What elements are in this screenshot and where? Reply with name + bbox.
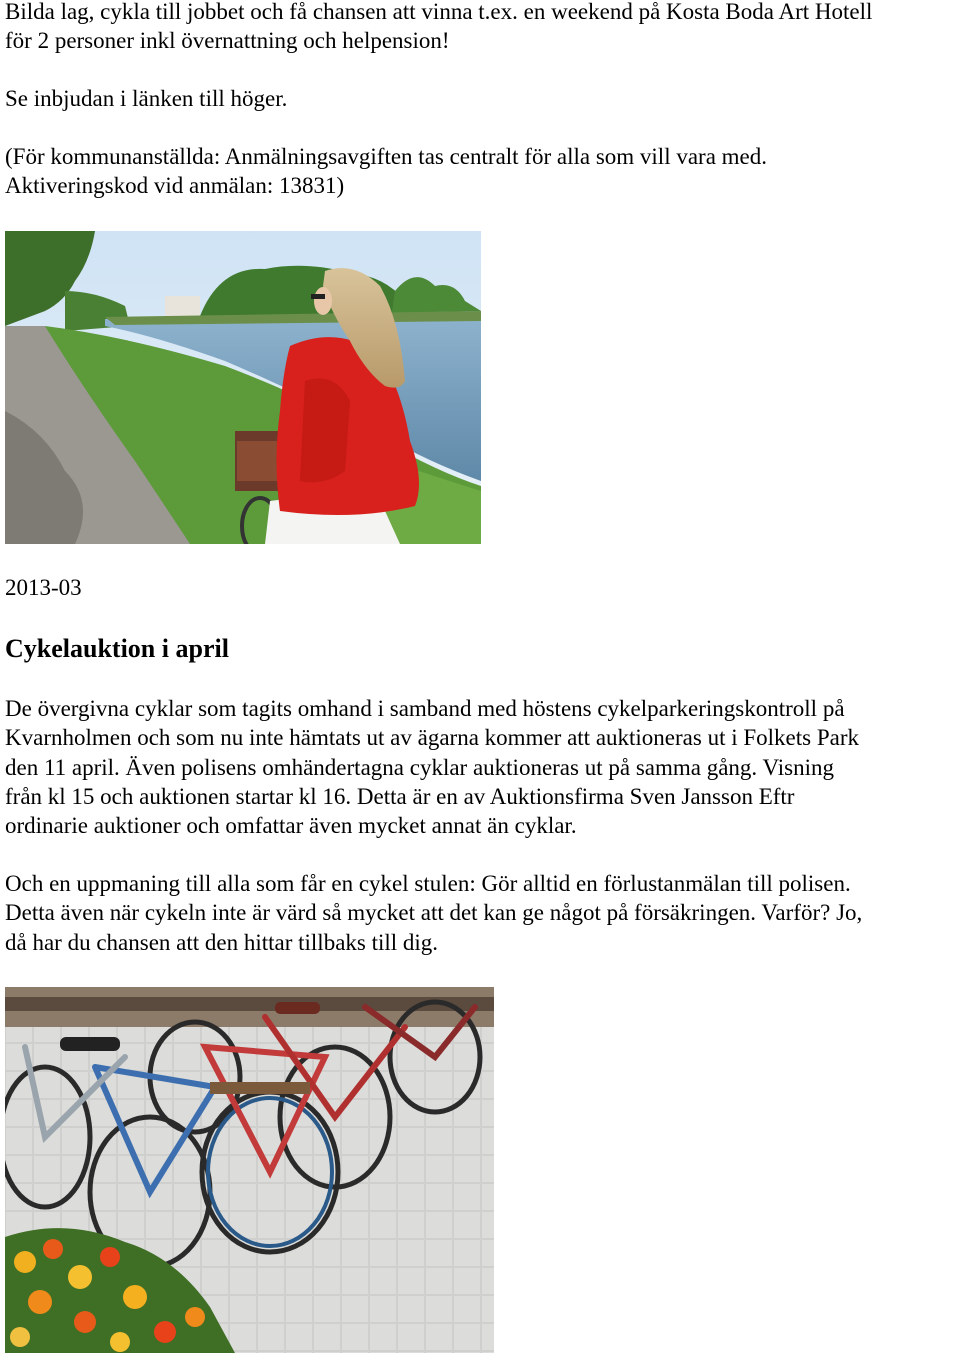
paragraph-line: ordinarie auktioner och omfattar även mycket annat än cyklar. bbox=[5, 813, 577, 839]
article-title: Cykelauktion i april bbox=[5, 634, 229, 663]
intro-line: för 2 personer inkl övernattning och helpension! bbox=[5, 28, 450, 54]
woman-cycling-photo bbox=[5, 231, 481, 544]
article-date: 2013-03 bbox=[5, 575, 82, 600]
note-paragraph bbox=[5, 142, 767, 201]
intro-line: Bilda lag, cykla till jobbet och få chansen att vinna t.ex. en weekend på Kosta Boda Art Hotell bbox=[5, 0, 873, 24]
paragraph-line: Kvarnholmen och som nu inte hämtats ut av ägarna kommer att auktioneras ut i Folkets Park bbox=[5, 725, 859, 751]
parked-bicycles-photo bbox=[5, 987, 494, 1353]
invite-text: Se inbjudan i länken till höger. bbox=[5, 86, 288, 111]
paragraph-line: De övergivna cyklar som tagits omhand i samband med höstens cykelparkeringskontroll på bbox=[5, 696, 845, 721]
paragraph-line: från kl 15 och auktionen startar kl 16. Detta är en av Auktionsfirma Sven Jansson Eftr bbox=[5, 783, 795, 809]
article-paragraph-1 bbox=[5, 694, 859, 840]
article-paragraph-2 bbox=[5, 869, 862, 957]
paragraph-line: då har du chansen att den hittar tillbaks till dig. bbox=[5, 929, 439, 955]
note-line: Aktiveringskod vid anmälan: 13831) bbox=[5, 173, 345, 199]
intro-paragraph bbox=[5, 0, 872, 56]
paragraph-line: Och en uppmaning till alla som får en cykel stulen: Gör alltid en förlustanmälan till polisen. bbox=[5, 871, 851, 896]
note-line: (För kommunanställda: Anmälningsavgiften tas centralt för alla som vill vara med. bbox=[5, 144, 768, 169]
paragraph-line: Detta även när cykeln inte är värd så mycket att det kan ge något på försäkringen. Varför? Jo, bbox=[5, 900, 863, 926]
paragraph-line: den 11 april. Även polisens omhändertagna cyklar auktioneras ut på samma gång. Visning bbox=[5, 754, 834, 780]
